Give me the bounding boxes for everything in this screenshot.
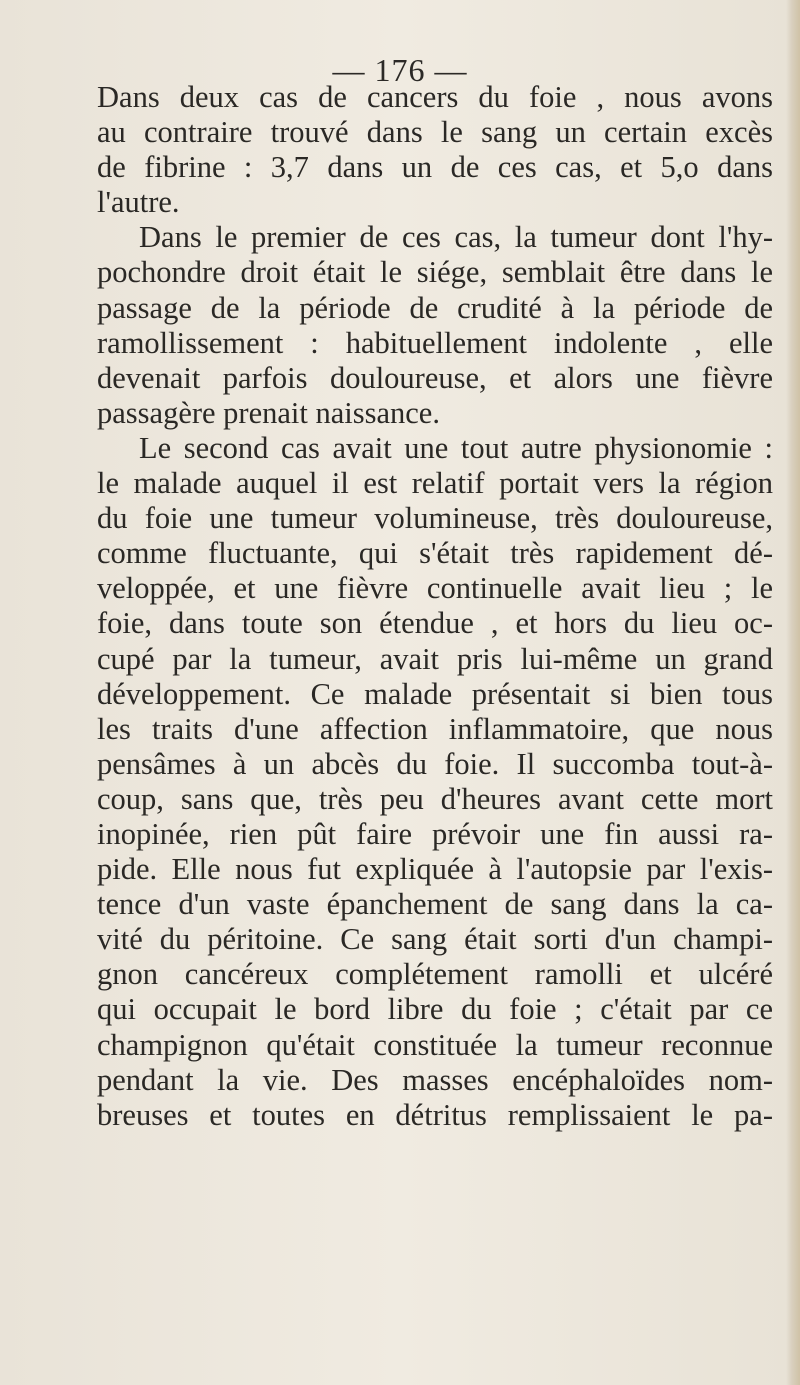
text-line: coup, sans que, très peu d'heures avant cette mort <box>97 781 773 816</box>
text-line: pendant la vie. Des masses encéphaloïdes nom- <box>97 1062 773 1097</box>
text-line: développement. Ce malade présentait si bien tous <box>97 676 773 711</box>
text-line: pensâmes à un abcès du foie. Il succomba tout-à- <box>97 746 773 781</box>
text-line: Dans le premier de ces cas, la tumeur dont l'hy- <box>139 220 773 255</box>
text-line: champignon qu'était constituée la tumeur reconnue <box>97 1027 773 1062</box>
text-line: vité du péritoine. Ce sang était sorti d'un champi- <box>97 922 773 957</box>
text-line: pochondre droit était le siége, semblait être dans le <box>97 255 773 290</box>
body-text <box>97 80 773 1133</box>
text-line: du foie une tumeur volumineuse, très douloureuse, <box>97 501 773 536</box>
text-line: Le second cas avait une tout autre physionomie : <box>139 430 773 465</box>
page-edge-shadow <box>786 0 800 1385</box>
text-line: l'autre. <box>97 185 180 220</box>
text-line: le malade auquel il est relatif portait vers la région <box>97 466 773 501</box>
text-line: pide. Elle nous fut expliquée à l'autopsie par l'exis- <box>97 852 773 887</box>
text-line: qui occupait le bord libre du foie ; c'était par ce <box>97 992 773 1027</box>
text-line: breuses et toutes en détritus remplissaient le pa- <box>97 1097 773 1132</box>
text-line: gnon cancéreux complétement ramolli et ulcéré <box>97 957 773 992</box>
text-line: inopinée, rien pût faire prévoir une fin aussi ra- <box>97 816 773 851</box>
text-line: comme fluctuante, qui s'était très rapidement dé- <box>97 536 773 571</box>
text-line: les traits d'une affection inflammatoire, que nous <box>97 711 773 746</box>
text-line: de fibrine : 3,7 dans un de ces cas, et 5,o dans <box>97 150 773 185</box>
text-line: ramollissement : habituellement indolente , elle <box>97 325 773 360</box>
text-line: foie, dans toute son étendue , et hors du lieu oc- <box>97 606 773 641</box>
text-line: veloppée, et une fièvre continuelle avait lieu ; le <box>97 571 773 606</box>
text-line: tence d'un vaste épanchement de sang dans la ca- <box>97 887 773 922</box>
text-line: Dans deux cas de cancers du foie , nous avons <box>97 80 773 114</box>
text-line: devenait parfois douloureuse, et alors une fièvre <box>97 360 773 395</box>
text-line: cupé par la tumeur, avait pris lui-même un grand <box>97 641 773 676</box>
text-line: passage de la période de crudité à la période de <box>97 290 773 325</box>
text-line: au contraire trouvé dans le sang un certain excès <box>97 115 773 150</box>
page-number: — 176 — <box>332 52 468 88</box>
text-line: passagère prenait naissance. <box>97 395 440 430</box>
